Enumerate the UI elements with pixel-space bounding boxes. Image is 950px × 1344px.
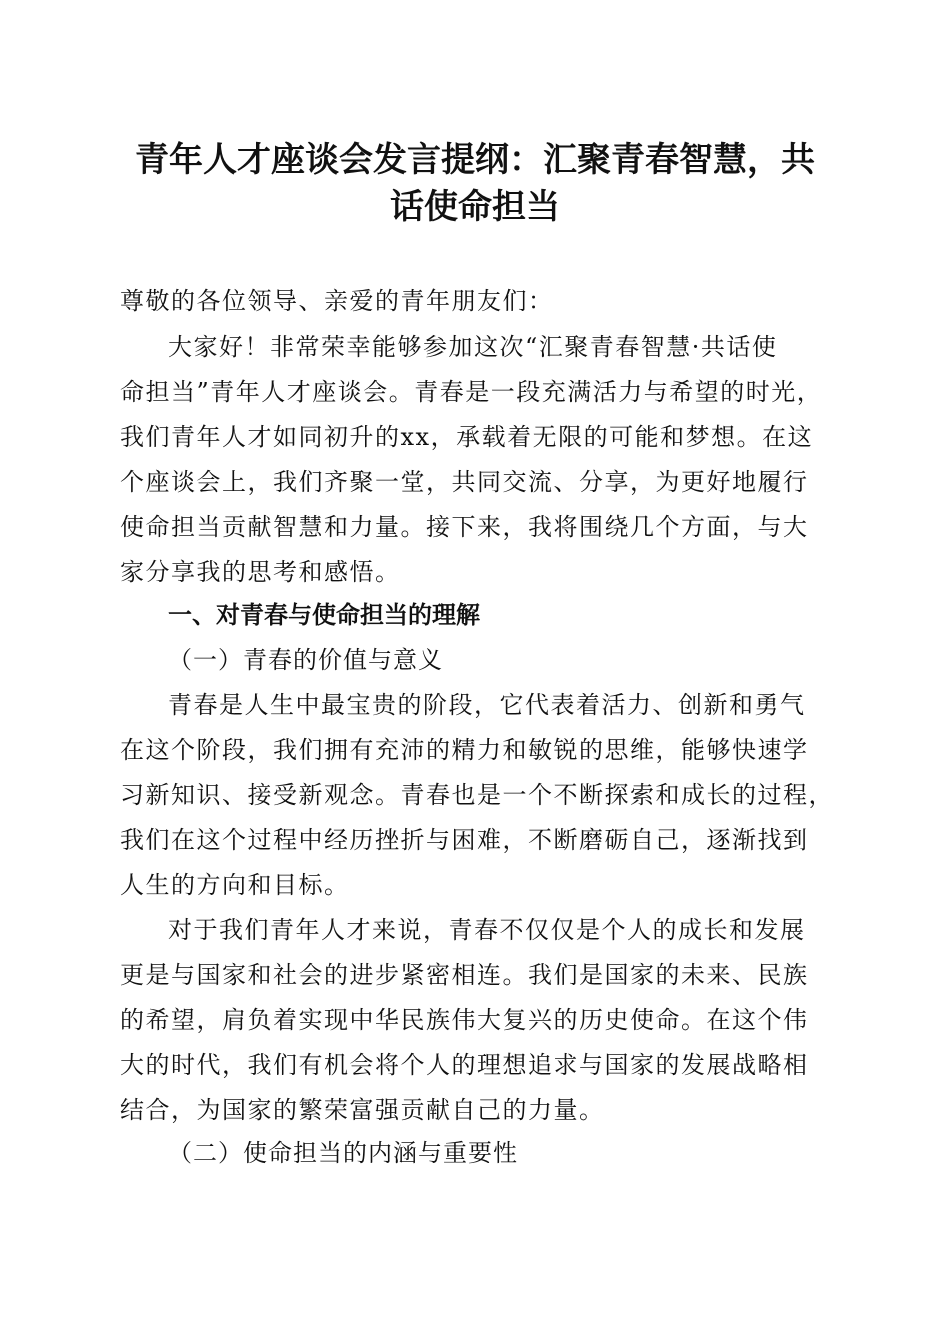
- document-title-line-1: 青年人才座谈会发言提纲：汇聚青春智慧，共: [135, 140, 815, 180]
- paragraph-line: 我们在这个过程中经历挫折与困难，不断磨砺自己，逐渐找到: [120, 826, 809, 854]
- paragraph-line: 大的时代，我们有机会将个人的理想追求与国家的发展战略相: [120, 1051, 809, 1079]
- paragraph-line: 人生的方向和目标。: [120, 871, 350, 899]
- paragraph-line: 更是与国家和社会的进步紧密相连。我们是国家的未来、民族: [120, 961, 809, 989]
- greeting: 尊敬的各位领导、亲爱的青年朋友们：: [120, 287, 554, 315]
- paragraph-line: 命担当”青年人才座谈会。青春是一段充满活力与希望的时光，: [120, 378, 823, 406]
- paragraph-line: 家分享我的思考和感悟。: [120, 558, 401, 586]
- paragraph-line: 大家好！非常荣幸能够参加这次“汇聚青春智慧·共话使: [168, 333, 778, 361]
- paragraph-line: 习新知识、接受新观念。青春也是一个不断探索和成长的过程，: [120, 781, 834, 809]
- paragraph-line: 使命担当贡献智慧和力量。接下来，我将围绕几个方面，与大: [120, 513, 809, 541]
- paragraph-line: 的希望，肩负着实现中华民族伟大复兴的历史使命。在这个伟: [120, 1006, 809, 1034]
- paragraph-line: 个座谈会上，我们齐聚一堂，共同交流、分享，为更好地履行: [120, 468, 809, 496]
- document-title-line-2: 话使命担当: [390, 187, 560, 227]
- section-heading-1: 一、对青春与使命担当的理解: [168, 601, 480, 629]
- paragraph-line: 结合，为国家的繁荣富强贡献自己的力量。: [120, 1096, 605, 1124]
- paragraph-line: 对于我们青年人才来说，青春不仅仅是个人的成长和发展: [168, 916, 806, 944]
- subsection-heading-2: （二）使命担当的内涵与重要性: [168, 1139, 518, 1167]
- paragraph-line: 我们青年人才如同初升的xx，承载着无限的可能和梦想。在这: [120, 423, 814, 451]
- paragraph-line: 青春是人生中最宝贵的阶段，它代表着活力、创新和勇气: [168, 691, 806, 719]
- subsection-heading-1: （一）青春的价值与意义: [168, 646, 443, 674]
- paragraph-line: 在这个阶段，我们拥有充沛的精力和敏锐的思维，能够快速学: [120, 736, 809, 764]
